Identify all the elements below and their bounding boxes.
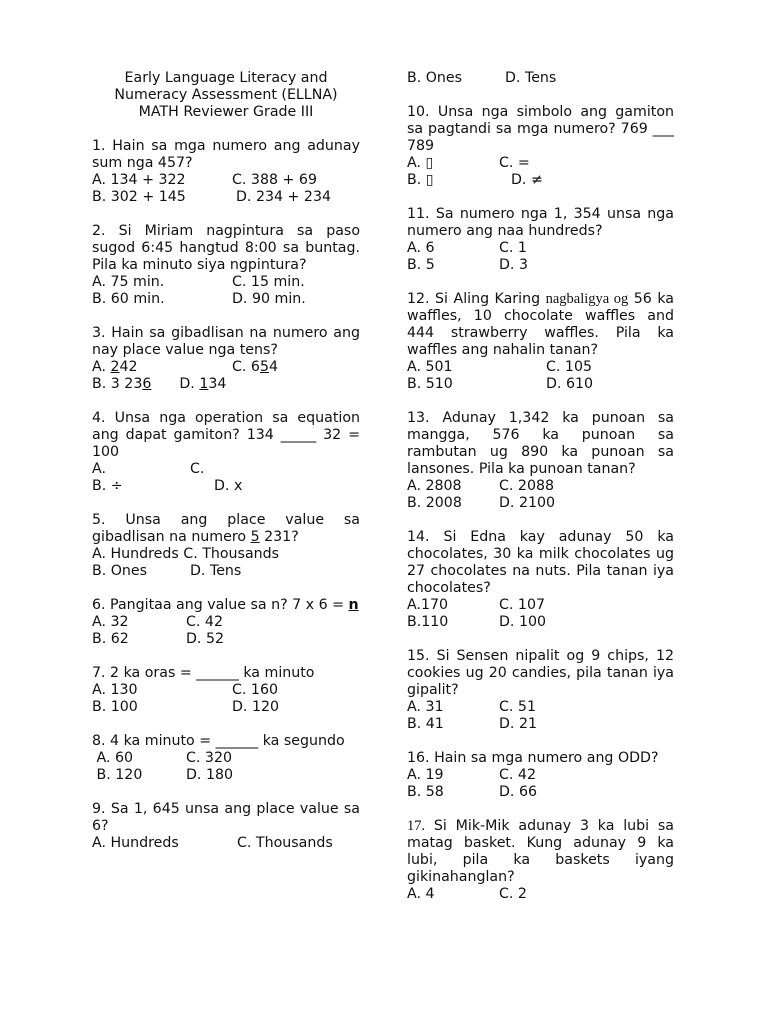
question-12-text: 12. Si Aling Karing nagbaligya og 56 ka waffles, 10 chocolate waffles and 444 strawberry waffles. Pila ka waffles ang nahalin tanan? bbox=[407, 291, 674, 358]
question-4-options bbox=[92, 461, 360, 495]
option-d: D. ≠ bbox=[511, 172, 543, 188]
option-b: B. Ones bbox=[407, 70, 463, 86]
question-8 bbox=[92, 733, 360, 784]
question-4-text: 4. Unsa nga operation sa equation ang dapat gamiton? 134 _____ 32 = 100 bbox=[92, 410, 360, 460]
option-c: C. 42 bbox=[499, 767, 536, 783]
question-8-options bbox=[92, 750, 360, 784]
option-b: B. 62 bbox=[92, 631, 129, 647]
option-c: C. 1 bbox=[499, 240, 527, 256]
option-c: C. 320 bbox=[186, 750, 233, 766]
option-b: B. 58 bbox=[407, 784, 444, 800]
title-line-2: Numeracy Assessment (ELLNA) bbox=[114, 87, 338, 103]
question-13-text: 13. Adunay 1,342 ka punoan sa mangga, 576 ka punoan sa rambutan ug 890 ka punoan sa lansones. Pila ka punoan tanan? bbox=[407, 410, 674, 477]
question-13-options bbox=[407, 478, 674, 512]
option-b: B. 5 bbox=[407, 257, 435, 273]
question-14-options bbox=[407, 597, 674, 631]
question-15-options bbox=[407, 699, 674, 733]
bold-underlined-variable: n bbox=[348, 597, 359, 613]
option-b: B. Ones bbox=[92, 563, 148, 579]
option-c: C. 15 min. bbox=[232, 274, 305, 290]
option-d: D. x bbox=[214, 478, 243, 494]
option-c: C. = bbox=[499, 155, 530, 171]
option-a: A. 32 bbox=[92, 614, 129, 630]
question-7 bbox=[92, 665, 360, 716]
question-3 bbox=[92, 325, 360, 393]
option-b: B. ÷ bbox=[92, 478, 123, 494]
question-13 bbox=[407, 410, 674, 512]
option-a: A. 134 + 322 bbox=[92, 172, 186, 188]
option-b: B. 120 bbox=[92, 767, 143, 783]
title-line-1: Early Language Literacy and bbox=[124, 70, 328, 86]
question-11 bbox=[407, 206, 674, 274]
option-b: B. ▯ bbox=[407, 172, 434, 188]
question-2-text: 2. Si Miriam nagpintura sa paso sugod 6:45 hangtud 8:00 sa buntag. Pila ka minuto siya ngpintura? bbox=[92, 223, 360, 273]
question-9-continued bbox=[407, 70, 674, 87]
option-b: B. 302 + 145 bbox=[92, 189, 186, 205]
question-1-options bbox=[92, 172, 360, 206]
option-a: A. bbox=[92, 461, 106, 477]
question-6-options bbox=[92, 614, 360, 648]
option-a: A. 2808 bbox=[407, 478, 462, 494]
option-d: D. 52 bbox=[186, 631, 224, 647]
title-line-3: MATH Reviewer Grade III bbox=[138, 104, 314, 120]
question-17-text: 17. Si Mik-Mik adunay 3 ka lubi sa matag basket. Kung adunay 9 ka lubi, pila ka baskets iyang gikinahanglan? bbox=[407, 818, 674, 885]
question-8-text: 8. 4 ka minuto = ______ ka segundo bbox=[92, 733, 345, 749]
option-d: D. 180 bbox=[186, 767, 234, 783]
option-b: B. 2008 bbox=[407, 495, 462, 511]
question-7-options bbox=[92, 682, 360, 716]
question-9-options-row2 bbox=[407, 70, 674, 87]
question-17-options bbox=[407, 886, 674, 903]
question-12-options bbox=[407, 359, 674, 393]
question-10 bbox=[407, 104, 674, 189]
question-10-text: 10. Unsa nga simbolo ang gamiton sa pagtandi sa mga numero? 769 ___ 789 bbox=[407, 104, 674, 154]
option-b: B. 510 bbox=[407, 376, 453, 392]
option-a: A. 19 bbox=[407, 767, 444, 783]
question-6 bbox=[92, 597, 360, 648]
question-14 bbox=[407, 529, 674, 631]
question-9-text: 9. Sa 1, 645 unsa ang place value sa 6? bbox=[92, 801, 360, 834]
question-17 bbox=[407, 818, 674, 903]
option-b: B. 100 bbox=[92, 699, 138, 715]
option-a: A.170 bbox=[407, 597, 449, 613]
option-a: A. 130 bbox=[92, 682, 138, 698]
question-4 bbox=[92, 410, 360, 495]
underlined-digit: 5 bbox=[250, 529, 260, 545]
question-12 bbox=[407, 291, 674, 393]
option-c: C. 654 bbox=[232, 359, 279, 375]
question-2 bbox=[92, 223, 360, 308]
option-c: C. 105 bbox=[546, 359, 593, 375]
question-15-text: 15. Si Sensen nipalit og 9 chips, 12 cookies ug 20 candies, pila tanan iya gipalit? bbox=[407, 648, 674, 698]
left-column bbox=[92, 70, 360, 852]
option-c: C. 42 bbox=[186, 614, 223, 630]
question-1 bbox=[92, 138, 360, 206]
question-9-options bbox=[92, 835, 360, 852]
option-b: B. 41 bbox=[407, 716, 444, 732]
option-a: A. 501 bbox=[407, 359, 453, 375]
question-16 bbox=[407, 750, 674, 801]
option-b: B.110 bbox=[407, 614, 449, 630]
option-d: D. 2100 bbox=[499, 495, 556, 511]
underlined-digit: 6 bbox=[142, 376, 152, 392]
option-a: A. Hundreds bbox=[92, 835, 179, 851]
question-5-options-row1: A. Hundreds C. Thousands bbox=[92, 546, 280, 562]
question-11-text: 11. Sa numero nga 1, 354 unsa nga numero ang naa hundreds? bbox=[407, 206, 674, 239]
question-1-text: 1. Hain sa mga numero ang adunay sum nga 457? bbox=[92, 138, 360, 171]
option-d: D. 134 bbox=[179, 376, 227, 392]
option-c: C. 2 bbox=[499, 886, 527, 902]
question-14-text: 14. Si Edna kay adunay 50 ka chocolates, 30 ka milk chocolates ug 27 chocolates na nuts. Pila tanan iya chocolates? bbox=[407, 529, 674, 596]
option-a: A. 4 bbox=[407, 886, 435, 902]
question-5 bbox=[92, 512, 360, 580]
question-11-options bbox=[407, 240, 674, 274]
option-c: C. 388 + 69 bbox=[232, 172, 317, 188]
question-9 bbox=[92, 801, 360, 852]
option-a: A. 31 bbox=[407, 699, 444, 715]
right-column bbox=[407, 70, 674, 903]
option-c: C. 107 bbox=[499, 597, 546, 613]
question-5-options-row2 bbox=[92, 563, 360, 580]
option-d: D. Tens bbox=[190, 563, 242, 579]
option-d: D. 21 bbox=[499, 716, 537, 732]
question-6-text: 6. Pangitaa ang value sa n? 7 x 6 = n bbox=[92, 597, 359, 613]
option-c: C. 160 bbox=[232, 682, 279, 698]
option-d: D. 100 bbox=[499, 614, 547, 630]
question-15 bbox=[407, 648, 674, 733]
option-d: D. 90 min. bbox=[232, 291, 306, 307]
option-a: A. 6 bbox=[407, 240, 435, 256]
option-c: C. 2088 bbox=[499, 478, 555, 494]
option-c: C. Thousands bbox=[237, 835, 333, 851]
option-c: C. 51 bbox=[499, 699, 536, 715]
underlined-digit: 2 bbox=[110, 359, 120, 375]
option-d: D. 120 bbox=[232, 699, 280, 715]
option-d: D. 3 bbox=[499, 257, 528, 273]
question-7-text: 7. 2 ka oras = ______ ka minuto bbox=[92, 665, 315, 681]
question-10-options bbox=[407, 155, 674, 189]
underlined-digit: 1 bbox=[199, 376, 209, 392]
question-16-text: 16. Hain sa mga numero ang ODD? bbox=[407, 750, 659, 766]
document-title bbox=[92, 70, 360, 121]
question-5-text: 5. Unsa ang place value sa gibadlisan na numero 5 231? bbox=[92, 512, 360, 545]
question-3-options-row2 bbox=[92, 376, 360, 393]
option-b: B. 60 min. bbox=[92, 291, 165, 307]
option-d: D. Tens bbox=[505, 70, 557, 86]
question-2-options bbox=[92, 274, 360, 308]
question-3-options-row1 bbox=[92, 359, 360, 376]
option-c: C. bbox=[190, 461, 205, 477]
option-d: D. 66 bbox=[499, 784, 537, 800]
question-16-options bbox=[407, 767, 674, 801]
option-d: D. 610 bbox=[546, 376, 594, 392]
option-a: A. 60 bbox=[92, 750, 134, 766]
question-3-text: 3. Hain sa gibadlisan na numero ang nay place value nga tens? bbox=[92, 325, 360, 358]
option-a: A. ▯ bbox=[407, 155, 434, 171]
option-d: D. 234 + 234 bbox=[236, 189, 332, 205]
option-a: A. 75 min. bbox=[92, 274, 165, 290]
option-a: A. 242 bbox=[92, 359, 138, 375]
option-b: B. 3 236 bbox=[92, 376, 152, 392]
underlined-digit: 5 bbox=[259, 359, 269, 375]
